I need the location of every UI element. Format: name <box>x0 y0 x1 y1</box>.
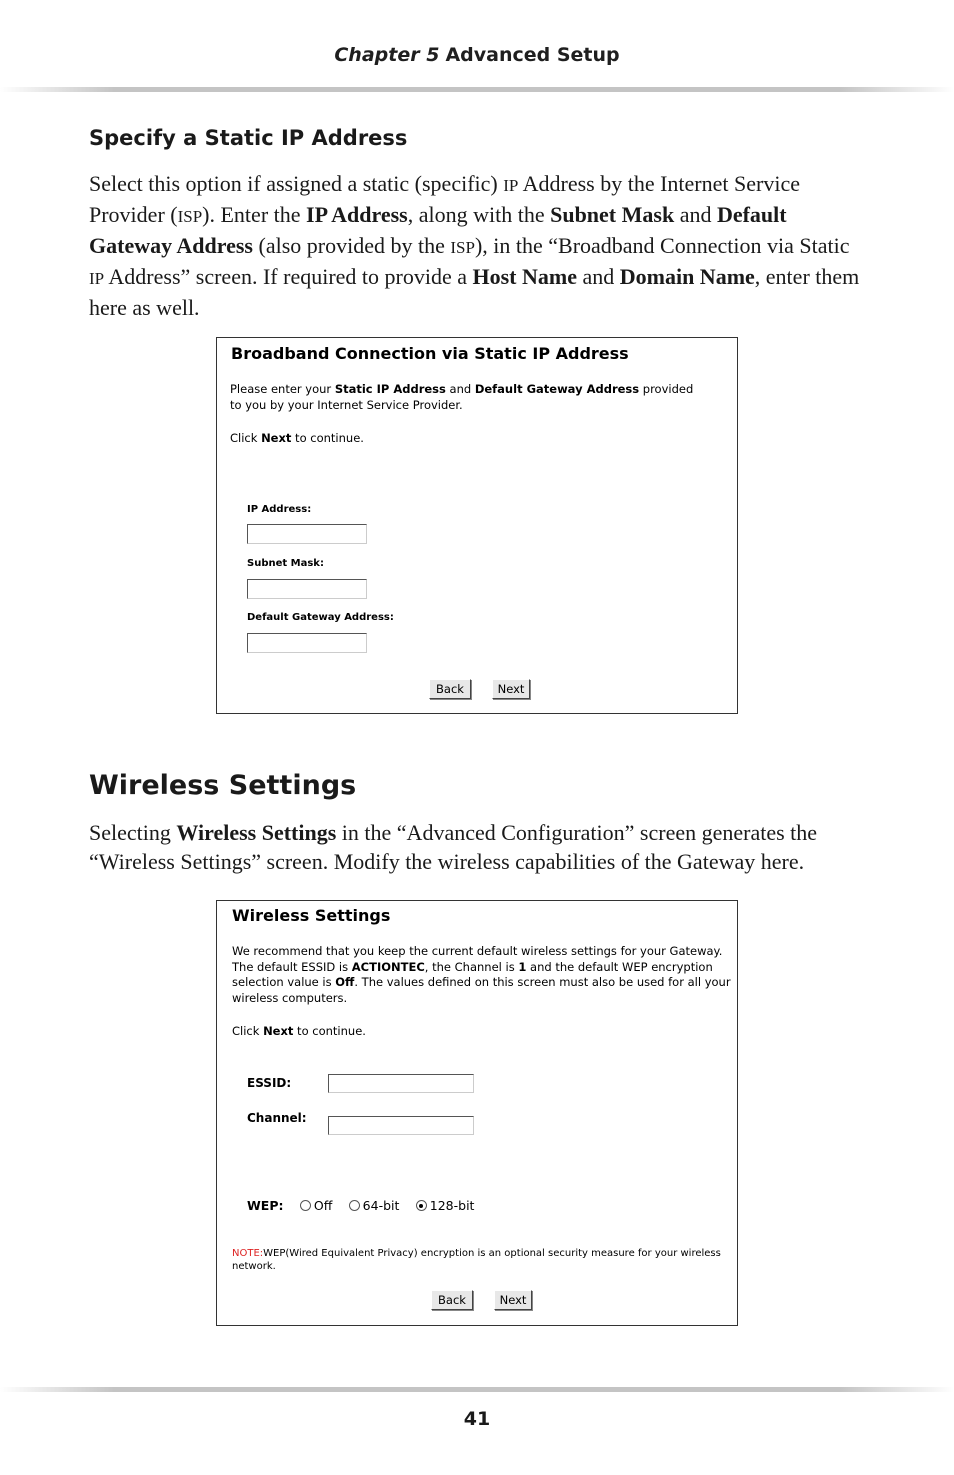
channel-label: Channel: <box>247 1111 307 1125</box>
static-ip-paragraph <box>89 169 869 322</box>
bold-term: Subnet Mask <box>550 202 675 227</box>
note-label: NOTE: <box>232 1248 264 1259</box>
bold-term: Static IP Address <box>334 382 446 396</box>
screen-intro <box>230 382 700 413</box>
wep-option-128bit[interactable] <box>416 1198 475 1213</box>
text: We recommend that you keep the current default wireless settings for your Gateway. The default ESSID is <box>232 944 723 974</box>
bold-term: IP Address <box>306 202 408 227</box>
text: to continue. <box>291 431 364 445</box>
text: ISP <box>177 207 203 226</box>
text: Click <box>232 1024 264 1038</box>
ip-address-label: IP Address: <box>247 504 312 515</box>
bold-term: Next <box>263 1024 294 1038</box>
text: Selecting <box>89 820 177 845</box>
chapter-title: Advanced Setup <box>445 44 620 66</box>
text: in the “Advanced Configuration” screen generates the “Wireless Settings” screen. Modify the wireless capabilities of the Gateway here. <box>89 820 818 874</box>
text: , the Channel is <box>424 959 519 974</box>
bold-term: Off <box>335 975 355 989</box>
header-divider <box>0 87 954 92</box>
radio-icon[interactable] <box>300 1200 311 1211</box>
wireless-settings-screenshot <box>216 900 738 1326</box>
wep-option-64bit[interactable] <box>349 1198 400 1213</box>
option-label: Off <box>313 1198 333 1213</box>
subnet-mask-input[interactable] <box>247 579 367 599</box>
option-label: 64-bit <box>362 1198 400 1213</box>
bold-term: Default Gateway Address <box>474 382 640 396</box>
radio-selected-icon[interactable] <box>416 1200 427 1211</box>
text: and the default WEP encryption selection value is <box>232 959 713 989</box>
text: ISP <box>450 238 475 257</box>
channel-input[interactable] <box>328 1116 474 1135</box>
wep-option-off[interactable] <box>300 1198 332 1213</box>
screen-title: Wireless Settings <box>232 906 391 925</box>
bold-term: 1 <box>518 959 527 974</box>
static-ip-screenshot <box>216 337 738 714</box>
next-button[interactable]: Next <box>494 1290 532 1310</box>
wep-selector <box>247 1198 474 1213</box>
text: IP <box>89 269 105 288</box>
text: Please enter your <box>230 382 335 396</box>
default-gateway-input[interactable] <box>247 633 367 653</box>
text: Address by the Internet Service Provider ( <box>89 171 800 227</box>
back-button[interactable]: Back <box>431 1290 473 1310</box>
text: , along with the <box>407 202 551 227</box>
text: , enter them here as well. <box>89 264 860 320</box>
text: to continue. <box>293 1024 366 1038</box>
text: ). Enter the <box>202 202 307 227</box>
wep-note <box>232 1247 727 1273</box>
bold-term: Domain Name <box>619 264 755 289</box>
text: Select this option if assigned a static (specific) <box>89 171 504 196</box>
next-button[interactable]: Next <box>492 679 530 699</box>
text: . The values defined on this screen must also be used for all your wireless computers. <box>232 975 731 1005</box>
wireless-paragraph <box>89 818 869 876</box>
text: ), in the “Broadband Connection via Static <box>474 233 850 258</box>
wep-label: WEP: <box>247 1198 284 1213</box>
click-next-instruction <box>232 1024 366 1040</box>
essid-label: ESSID: <box>247 1076 292 1090</box>
bold-term: Host Name <box>472 264 577 289</box>
text: (also provided by the <box>253 233 451 258</box>
text: and <box>674 202 717 227</box>
bold-term: Wireless Settings <box>176 820 337 845</box>
text: Click <box>230 431 262 445</box>
page-number: 41 <box>463 1408 491 1430</box>
text: IP <box>503 176 519 195</box>
bold-term: Default Gateway Address <box>89 202 787 258</box>
text: provided to you by your Internet Service Provider. <box>230 382 694 412</box>
click-next-instruction <box>230 431 364 447</box>
text: and <box>576 264 620 289</box>
ip-address-input[interactable] <box>247 524 367 544</box>
screen-intro <box>232 944 732 1006</box>
static-ip-heading: Specify a Static IP Address <box>89 126 408 150</box>
subnet-mask-label: Subnet Mask: <box>247 558 324 569</box>
screen-title: Broadband Connection via Static IP Address <box>231 344 629 363</box>
footer-divider <box>0 1387 954 1392</box>
radio-icon[interactable] <box>349 1200 360 1211</box>
text: and <box>445 382 475 396</box>
essid-input[interactable] <box>328 1074 474 1093</box>
bold-term: Next <box>261 431 292 445</box>
chapter-header <box>0 44 954 66</box>
chapter-number: Chapter 5 <box>334 44 440 66</box>
bold-term: ACTIONTEC <box>351 959 425 974</box>
option-label: 128-bit <box>429 1198 475 1213</box>
note-text: WEP(Wired Equivalent Privacy) encryption is an optional security measure for your wireless network. <box>232 1248 721 1272</box>
back-button[interactable]: Back <box>429 679 471 699</box>
default-gateway-label: Default Gateway Address: <box>247 612 394 623</box>
wireless-settings-heading: Wireless Settings <box>89 770 357 801</box>
text: Address” screen. If required to provide a <box>104 264 473 289</box>
